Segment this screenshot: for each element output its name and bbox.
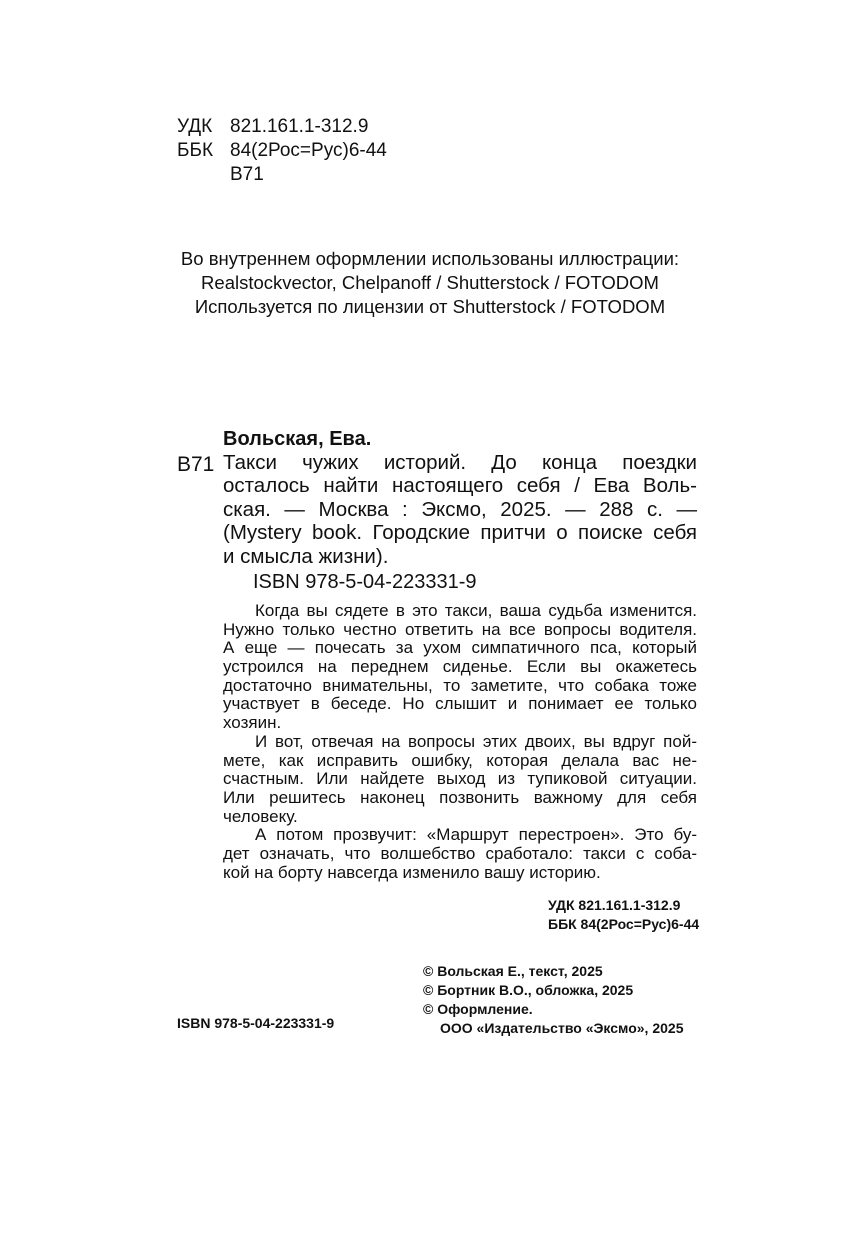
annotation-line: Когда вы сядете в это такси, ваша судьба изменится. xyxy=(255,601,697,620)
annotation-line: хозяин. xyxy=(223,713,282,733)
bibliographic-description xyxy=(223,451,697,568)
copyright-line: © Бортник В.О., обложка, 2025 xyxy=(423,982,634,998)
udk-value: 821.161.1-312.9 xyxy=(230,116,369,137)
copyright-block xyxy=(423,962,683,1038)
annotation-line: достаточно внимательны, то заметите, что собака тоже xyxy=(223,675,697,695)
annotation-line: И вот, отвечая на вопросы этих двоих, вы вдруг пой- xyxy=(255,731,697,751)
description-line: и смысла жизни). xyxy=(223,544,389,568)
annotation-line: мете, как исправить ошибку, которая делала вас не- xyxy=(223,750,697,770)
bbk-value: 84(2Рос=Рус)6-44 xyxy=(230,140,387,161)
annotation-paragraph xyxy=(223,733,697,826)
annotation-line: Или решитесь наконец позвонить важному для себя xyxy=(223,787,697,807)
description-line: ская. — Москва : Эксмо, 2025. — 288 с. — xyxy=(223,497,697,521)
footer-bbk: ББК 84(2Рос=Рус)6-44 xyxy=(548,916,700,932)
annotation-line: устроился на переднем сиденье. Если вы окажетесь xyxy=(223,657,697,677)
annotation-line: человеку. xyxy=(223,806,298,826)
isbn-record: ISBN 978-5-04-223331-9 xyxy=(253,571,477,593)
classification-block xyxy=(177,115,387,187)
bbk-label: ББК xyxy=(177,140,214,161)
copyright-line: ООО «Издательство «Эксмо», 2025 xyxy=(440,1020,684,1036)
footer-isbn: ISBN 978-5-04-223331-9 xyxy=(177,1015,335,1031)
annotation-line: А еще — почесать за ухом симпатичного пса, который xyxy=(223,638,697,658)
footer-udk: УДК 821.161.1-312.9 xyxy=(548,897,681,913)
annotation-line: участвует в беседе. Но слышит и понимает ее только xyxy=(223,694,697,714)
annotation-paragraph xyxy=(223,826,697,882)
annotation xyxy=(223,602,697,882)
record-code: В71 xyxy=(177,453,215,476)
credits-line: Используется по лицензии от Shutterstock / FOTODOM xyxy=(194,296,666,317)
credits-line: Во внутреннем оформлении использованы иллюстрации: xyxy=(180,248,680,269)
annotation-line: кой на борту навсегда изменило вашу историю. xyxy=(223,862,601,882)
author-code: В71 xyxy=(230,164,264,185)
description-line: (Mystery book. Городские притчи о поиске себя xyxy=(223,521,697,545)
footer-classification xyxy=(548,896,699,934)
copyright-line: © Оформление. xyxy=(423,1001,533,1017)
udk-label: УДК xyxy=(177,116,213,137)
udk-row xyxy=(177,115,387,139)
description-line: Такси чужих историй. До конца поездки xyxy=(223,451,697,474)
annotation-line: дет означать, что волшебство сработало: такси с соба- xyxy=(223,843,697,863)
illustration-credits xyxy=(150,247,710,319)
annotation-line: Нужно только честно ответить на все вопросы водителя. xyxy=(223,619,697,639)
author-heading: Вольская, Ева. xyxy=(223,428,372,450)
annotation-line: А потом прозвучит: «Маршрут перестроен». Это бу- xyxy=(255,825,697,845)
annotation-paragraph xyxy=(223,602,697,733)
bbk-row xyxy=(177,139,387,163)
annotation-line: счастным. Или найдете выход из тупиковой ситуации. xyxy=(223,769,697,789)
credits-line: Realstockvector, Chelpanoff / Shutterstock / FOTODOM xyxy=(201,272,659,293)
copyright-line: © Вольская Е., текст, 2025 xyxy=(423,963,603,979)
description-line: осталось найти настоящего себя / Ева Воль- xyxy=(223,474,697,498)
author-code-row xyxy=(177,163,387,187)
